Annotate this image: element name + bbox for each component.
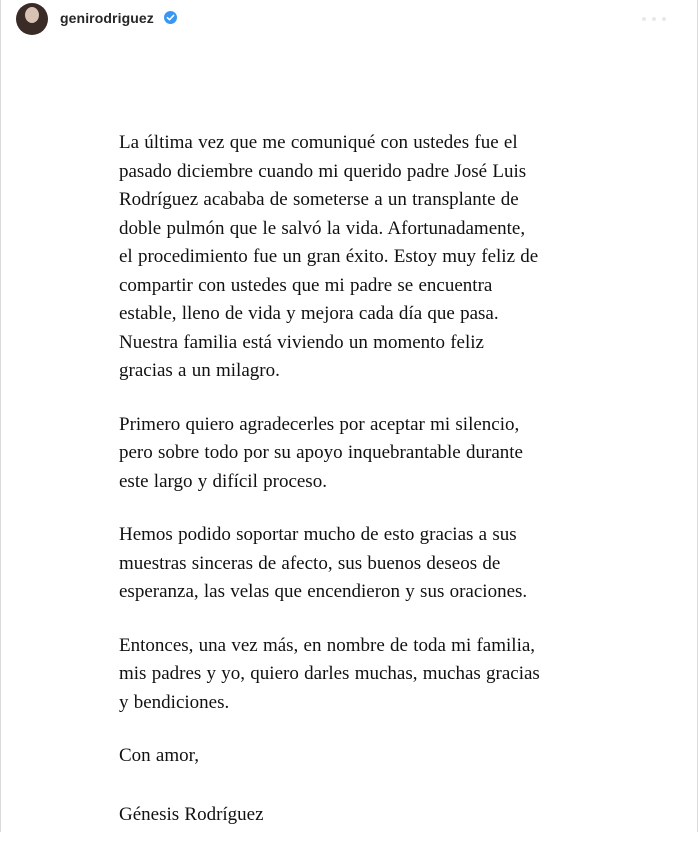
letter-line: compartir con ustedes que mi padre se encuentra [119,274,493,296]
more-options-icon[interactable] [629,6,679,32]
letter-line: el procedimiento fue un gran éxito. Estoy muy feliz de [119,246,539,267]
letter-paragraph-2 [119,411,639,497]
letter-line: esperanza, las velas que encendieron y sus oraciones. [119,581,528,602]
letter-line: gracias a un milagro. [119,360,280,381]
letter-line: Primero quiero agradecerles por aceptar mi silencio, [119,413,520,435]
verified-badge-icon [164,11,177,24]
username-link[interactable]: genirodriguez [60,10,154,26]
post-header [1,0,697,38]
letter-line: Hemos podido soportar mucho de esto gracias a sus [119,524,517,545]
letter-line: pero sobre todo por su apoyo inquebrantable durante [119,442,523,463]
letter-line: mis padres y yo, quiero darles muchas, muchas gracias [119,663,540,684]
letter-signature: Génesis Rodríguez [119,803,264,825]
letter-line: doble pulmón que le salvó la vida. Afortunadamente, [119,217,526,239]
letter-line: y bendiciones. [119,691,230,713]
letter-line: Rodríguez acababa de someterse a un transplante de [119,189,519,210]
letter-closing: Con amor, [119,745,199,766]
letter-paragraph-4 [119,632,639,718]
avatar[interactable] [16,3,48,35]
letter-line: pasado diciembre cuando mi querido padre José Luis [119,160,527,182]
letter-line: La última vez que me comuniqué con ustedes fue el [119,132,518,153]
letter-body [119,129,639,854]
letter-paragraph-1 [119,129,639,386]
letter-line: muestras sinceras de afecto, sus buenos deseos de [119,552,501,574]
letter-line: este largo y difícil proceso. [119,470,327,492]
letter-line: estable, lleno de vida y mejora cada día que pasa. [119,303,499,324]
letter-paragraph-3 [119,521,639,607]
letter-line: Nuestra familia está viviendo un momento feliz [119,331,484,353]
letter-line: Entonces, una vez más, en nombre de toda mi familia, [119,634,536,656]
